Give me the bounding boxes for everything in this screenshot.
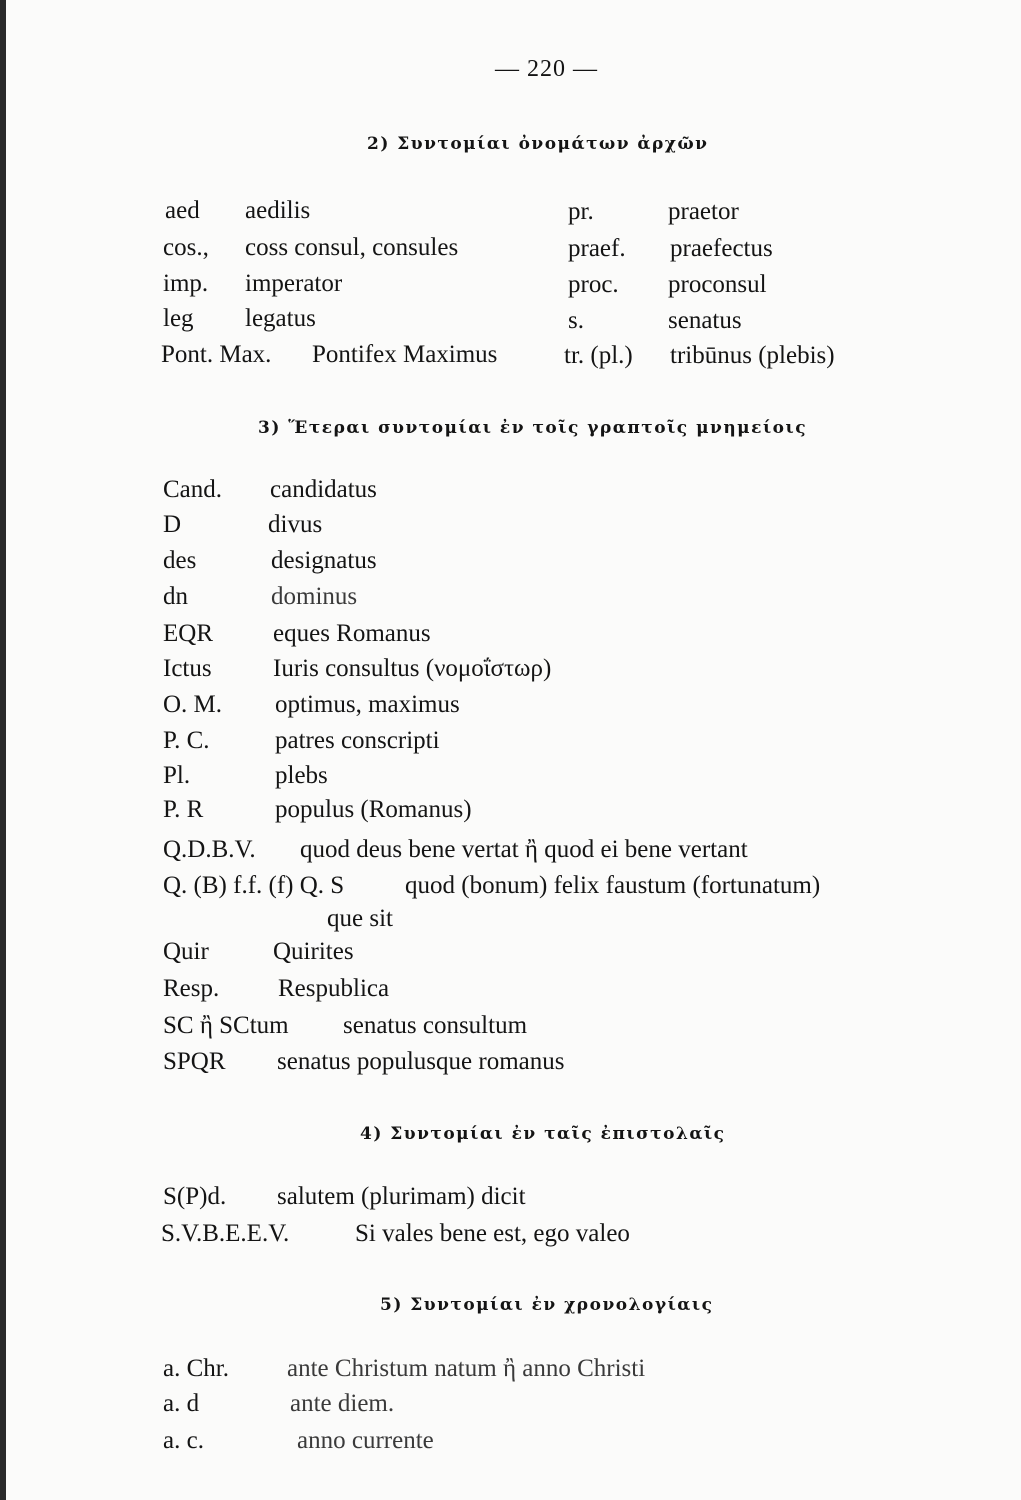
meaning: Quirites — [273, 938, 354, 965]
section-heading-3: 3) Ἕτεραι συντομίαι ἐν τοῖς γραπτοῖς μνημείοις — [258, 418, 808, 438]
page-number: — 220 — — [495, 56, 598, 82]
meaning: Iuris consultus (νομοΐστωρ) — [273, 655, 552, 682]
section-heading-2: 2) Συντομίαι ὀνομάτων ἀρχῶν — [367, 134, 709, 154]
abbr-right: pr. — [568, 198, 594, 225]
abbr-right: proc. — [568, 271, 619, 298]
abbr: Cand. — [163, 476, 223, 503]
section-heading-4: 4) Συντομίαι ἐν ταῖς ἐπιστολαῖς — [360, 1124, 726, 1144]
meaning-right: praetor — [668, 198, 739, 225]
meaning-left: coss consul, consules — [245, 234, 459, 261]
meaning: salutem (plurimam) dicit — [277, 1183, 526, 1210]
abbr: a. Chr. — [163, 1355, 229, 1382]
abbr: SPQR — [163, 1048, 226, 1075]
abbr: EQR — [163, 620, 213, 647]
abbr: D — [163, 511, 182, 538]
abbr: S.V.B.E.E.V. — [161, 1220, 290, 1247]
abbr: P. R — [163, 796, 204, 823]
meaning: ante diem. — [290, 1390, 395, 1417]
meaning: Si vales bene est, ego valeo — [355, 1220, 630, 1247]
meaning: candidatus — [270, 476, 377, 503]
meaning: ante Christum natum ἢ anno Christi — [287, 1355, 646, 1382]
meaning: Respublica — [278, 975, 390, 1002]
meaning: eques Romanus — [273, 620, 431, 647]
abbr-right: tr. (pl.) — [564, 342, 633, 369]
abbr: a. c. — [163, 1427, 204, 1454]
abbr: SC ἢ SCtum — [163, 1012, 289, 1039]
abbr-right: praef. — [568, 235, 626, 262]
meaning-left: imperator — [245, 270, 343, 297]
section-heading-5: 5) Συντομίαι ἐν χρονολογίαις — [380, 1295, 714, 1315]
abbr-left: imp. — [163, 270, 209, 297]
abbr-left: aed — [165, 197, 200, 224]
meaning-continuation: que sit — [327, 905, 393, 932]
meaning: anno currente — [297, 1427, 434, 1454]
abbr: des — [163, 547, 197, 574]
abbr-left: Pont. Max. — [161, 341, 272, 368]
meaning: dominus — [271, 583, 358, 610]
abbr: Q. (B) f.f. (f) Q. S — [163, 872, 345, 899]
abbr: a. d — [163, 1390, 200, 1417]
abbr-right: s. — [568, 307, 584, 334]
abbr: Resp. — [163, 975, 220, 1002]
meaning: quod deus bene vertat ἢ quod ei bene vertant — [300, 836, 748, 863]
meaning: senatus consultum — [343, 1012, 528, 1039]
meaning: divus — [268, 511, 323, 538]
abbr-left: leg — [163, 305, 194, 332]
meaning: senatus populusque romanus — [277, 1048, 565, 1075]
meaning: patres conscripti — [275, 727, 440, 754]
meaning-left: Pontifex Maximus — [312, 341, 498, 368]
meaning-left: legatus — [245, 305, 316, 332]
meaning-right: proconsul — [668, 271, 767, 298]
abbr: Pl. — [163, 762, 191, 789]
abbr: dn — [163, 583, 188, 610]
meaning: designatus — [271, 547, 377, 574]
page-edge — [0, 0, 6, 1500]
meaning-left: aedilis — [245, 197, 311, 224]
meaning: populus (Romanus) — [275, 796, 472, 823]
meaning: optimus, maximus — [275, 691, 460, 718]
abbr: S(P)d. — [163, 1183, 227, 1210]
abbr-left: cos., — [163, 234, 209, 261]
abbr: Ictus — [163, 655, 212, 682]
meaning: plebs — [275, 762, 328, 789]
meaning-right: senatus — [668, 307, 742, 334]
meaning: quod (bonum) felix faustum (fortunatum) — [405, 872, 821, 899]
meaning-right: tribūnus (plebis) — [670, 342, 835, 369]
meaning-right: praefectus — [670, 235, 773, 262]
abbr: Quir — [163, 938, 209, 965]
abbr: Q.D.B.V. — [163, 836, 256, 863]
abbr: O. M. — [163, 691, 223, 718]
abbr: P. C. — [163, 727, 210, 754]
